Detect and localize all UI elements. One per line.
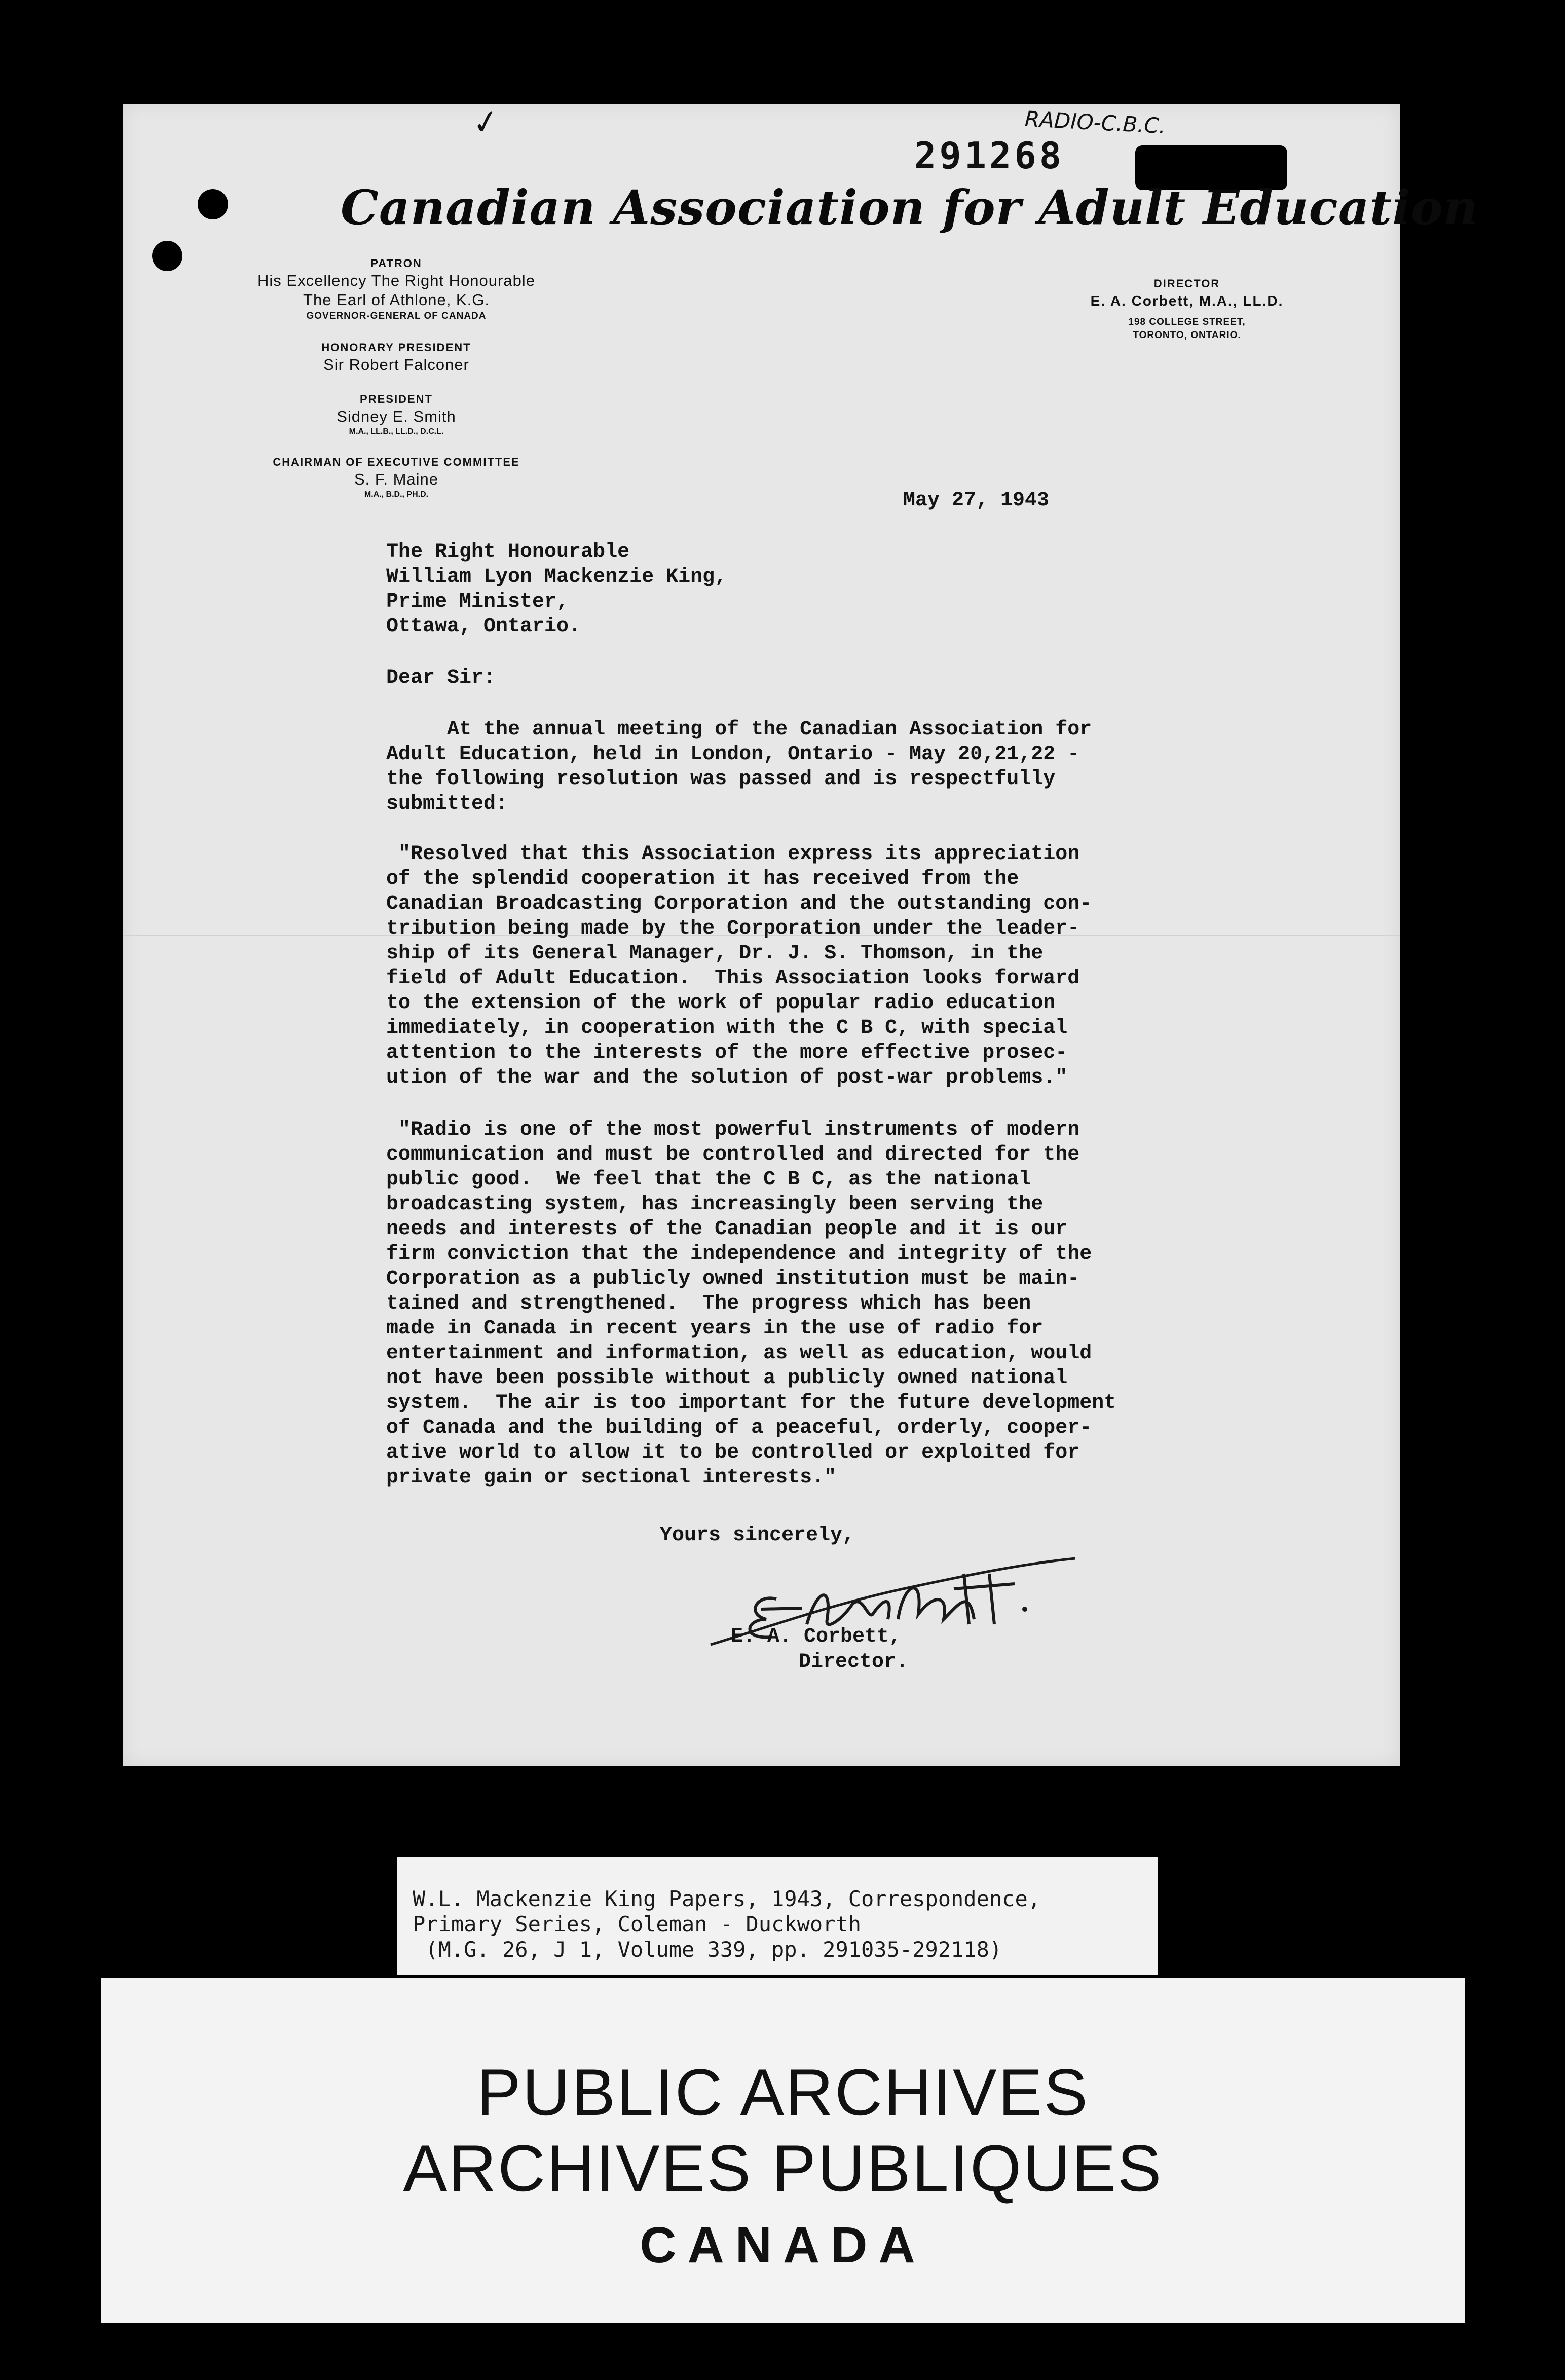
handwritten-note: RADIO-C.B.C. (1024, 106, 1167, 139)
closing: Yours sincerely, (660, 1524, 855, 1547)
patron-line: The Earl of Athlone, K.G. (303, 291, 490, 309)
president-role: PRESIDENT (360, 393, 433, 405)
document-number: 291268 (914, 134, 1065, 177)
archive-reference-text (413, 1886, 1040, 1962)
director-address: 198 COLLEGE STREET, (1128, 317, 1246, 327)
chairman-block (143, 455, 650, 500)
public-archives-card (101, 1978, 1465, 2323)
salutation: Dear Sir: (386, 666, 496, 689)
chairman-name: S. F. Maine (354, 470, 439, 488)
label-line-3: (M.G. 26, J 1, Volume 339, pp. 291035-292118) (413, 1937, 1002, 1962)
honorary-president-block (143, 340, 650, 375)
chairman-role: CHAIRMAN OF EXECUTIVE COMMITTEE (273, 456, 520, 468)
signer-name: E. A. Corbett, (731, 1625, 902, 1648)
director-name: E. A. Corbett, M.A., LL.D. (1090, 293, 1284, 309)
association-title: Canadian Association for Adult Education (341, 180, 1478, 236)
director-role: DIRECTOR (1153, 277, 1220, 290)
president-name: Sidney E. Smith (337, 407, 456, 425)
letterhead-director (1045, 276, 1329, 342)
label-line-2: Primary Series, Coleman - Duckworth (413, 1912, 862, 1937)
archives-line-english: PUBLIC ARCHIVES (476, 2055, 1090, 2129)
letter-date: May 27, 1943 (903, 489, 1050, 512)
patron-title: GOVERNOR-GENERAL OF CANADA (306, 311, 487, 321)
archives-country: CANADA (640, 2217, 926, 2274)
archives-line-french: ARCHIVES PUBLIQUES (403, 2131, 1163, 2205)
honorary-president-role: HONORARY PRESIDENT (321, 341, 471, 354)
recipient-address: The Right Honourable William Lyon Mackenzie King, Prime Minister, Ottawa, Ontario. (386, 541, 727, 638)
letter-page (123, 101, 1478, 1766)
label-line-1: W.L. Mackenzie King Papers, 1943, Correspondence, (413, 1886, 1041, 1911)
honorary-president-name: Sir Robert Falconer (323, 356, 469, 374)
chairman-degrees: M.A., B.D., PH.D. (364, 490, 429, 499)
punch-hole (198, 189, 228, 219)
signer-title: Director. (799, 1651, 909, 1674)
president-degrees: M.A., LL.B., LL.D., D.C.L. (349, 427, 444, 436)
president-block (143, 392, 650, 437)
opening-paragraph: At the annual meeting of the Canadian Association for Adult Education, held in London, Ontario - May 20,21,22 - the following resolution was passed and is respectfully submitted: (386, 718, 1092, 815)
resolution-paragraph-1: "Resolved that this Association express its appreciation of the splendid cooperation it has received from the Canadian Broadcasting Corporation and the outstanding con- tribution being made by the Corporation under the leader- ship of its General Manager, Dr. J. S. Thomson, in the field of Adult Education. This Association looks forward to the extension of the work of popular radio education immediately, in cooperation with the C B C, with special attention to the interests of the more effective prosec- ution of the war and the solution of post-war problems." (386, 843, 1092, 1089)
letterhead-officers (143, 256, 650, 517)
archive-reference-label (397, 1857, 1158, 1975)
patron-line: His Excellency The Right Honourable (257, 272, 535, 289)
patron-role: PATRON (370, 257, 422, 270)
resolution-paragraph-2: "Radio is one of the most powerful instruments of modern communication and must be controlled and directed for the public good. We feel that the C B C, as the national broadcasting system, has increasingly been serving the needs and interests of the Canadian people and it is our firm conviction that the independence and integrity of the Corporation as a publicly owned institution must be main- tained and strengthened. The progress which has been made in Canada in recent years in the use of radio for entertainment and information, as well as education, would not have been possible without a publicly owned national system. The air is too important for the future development of Canada and the building of a peaceful, orderly, cooper- ative world to allow it to be controlled or exploited for private gain or sectional interests." (386, 1119, 1116, 1489)
director-city: TORONTO, ONTARIO. (1133, 330, 1241, 341)
check-mark: ✓ (469, 101, 503, 144)
patron-block (143, 256, 650, 323)
